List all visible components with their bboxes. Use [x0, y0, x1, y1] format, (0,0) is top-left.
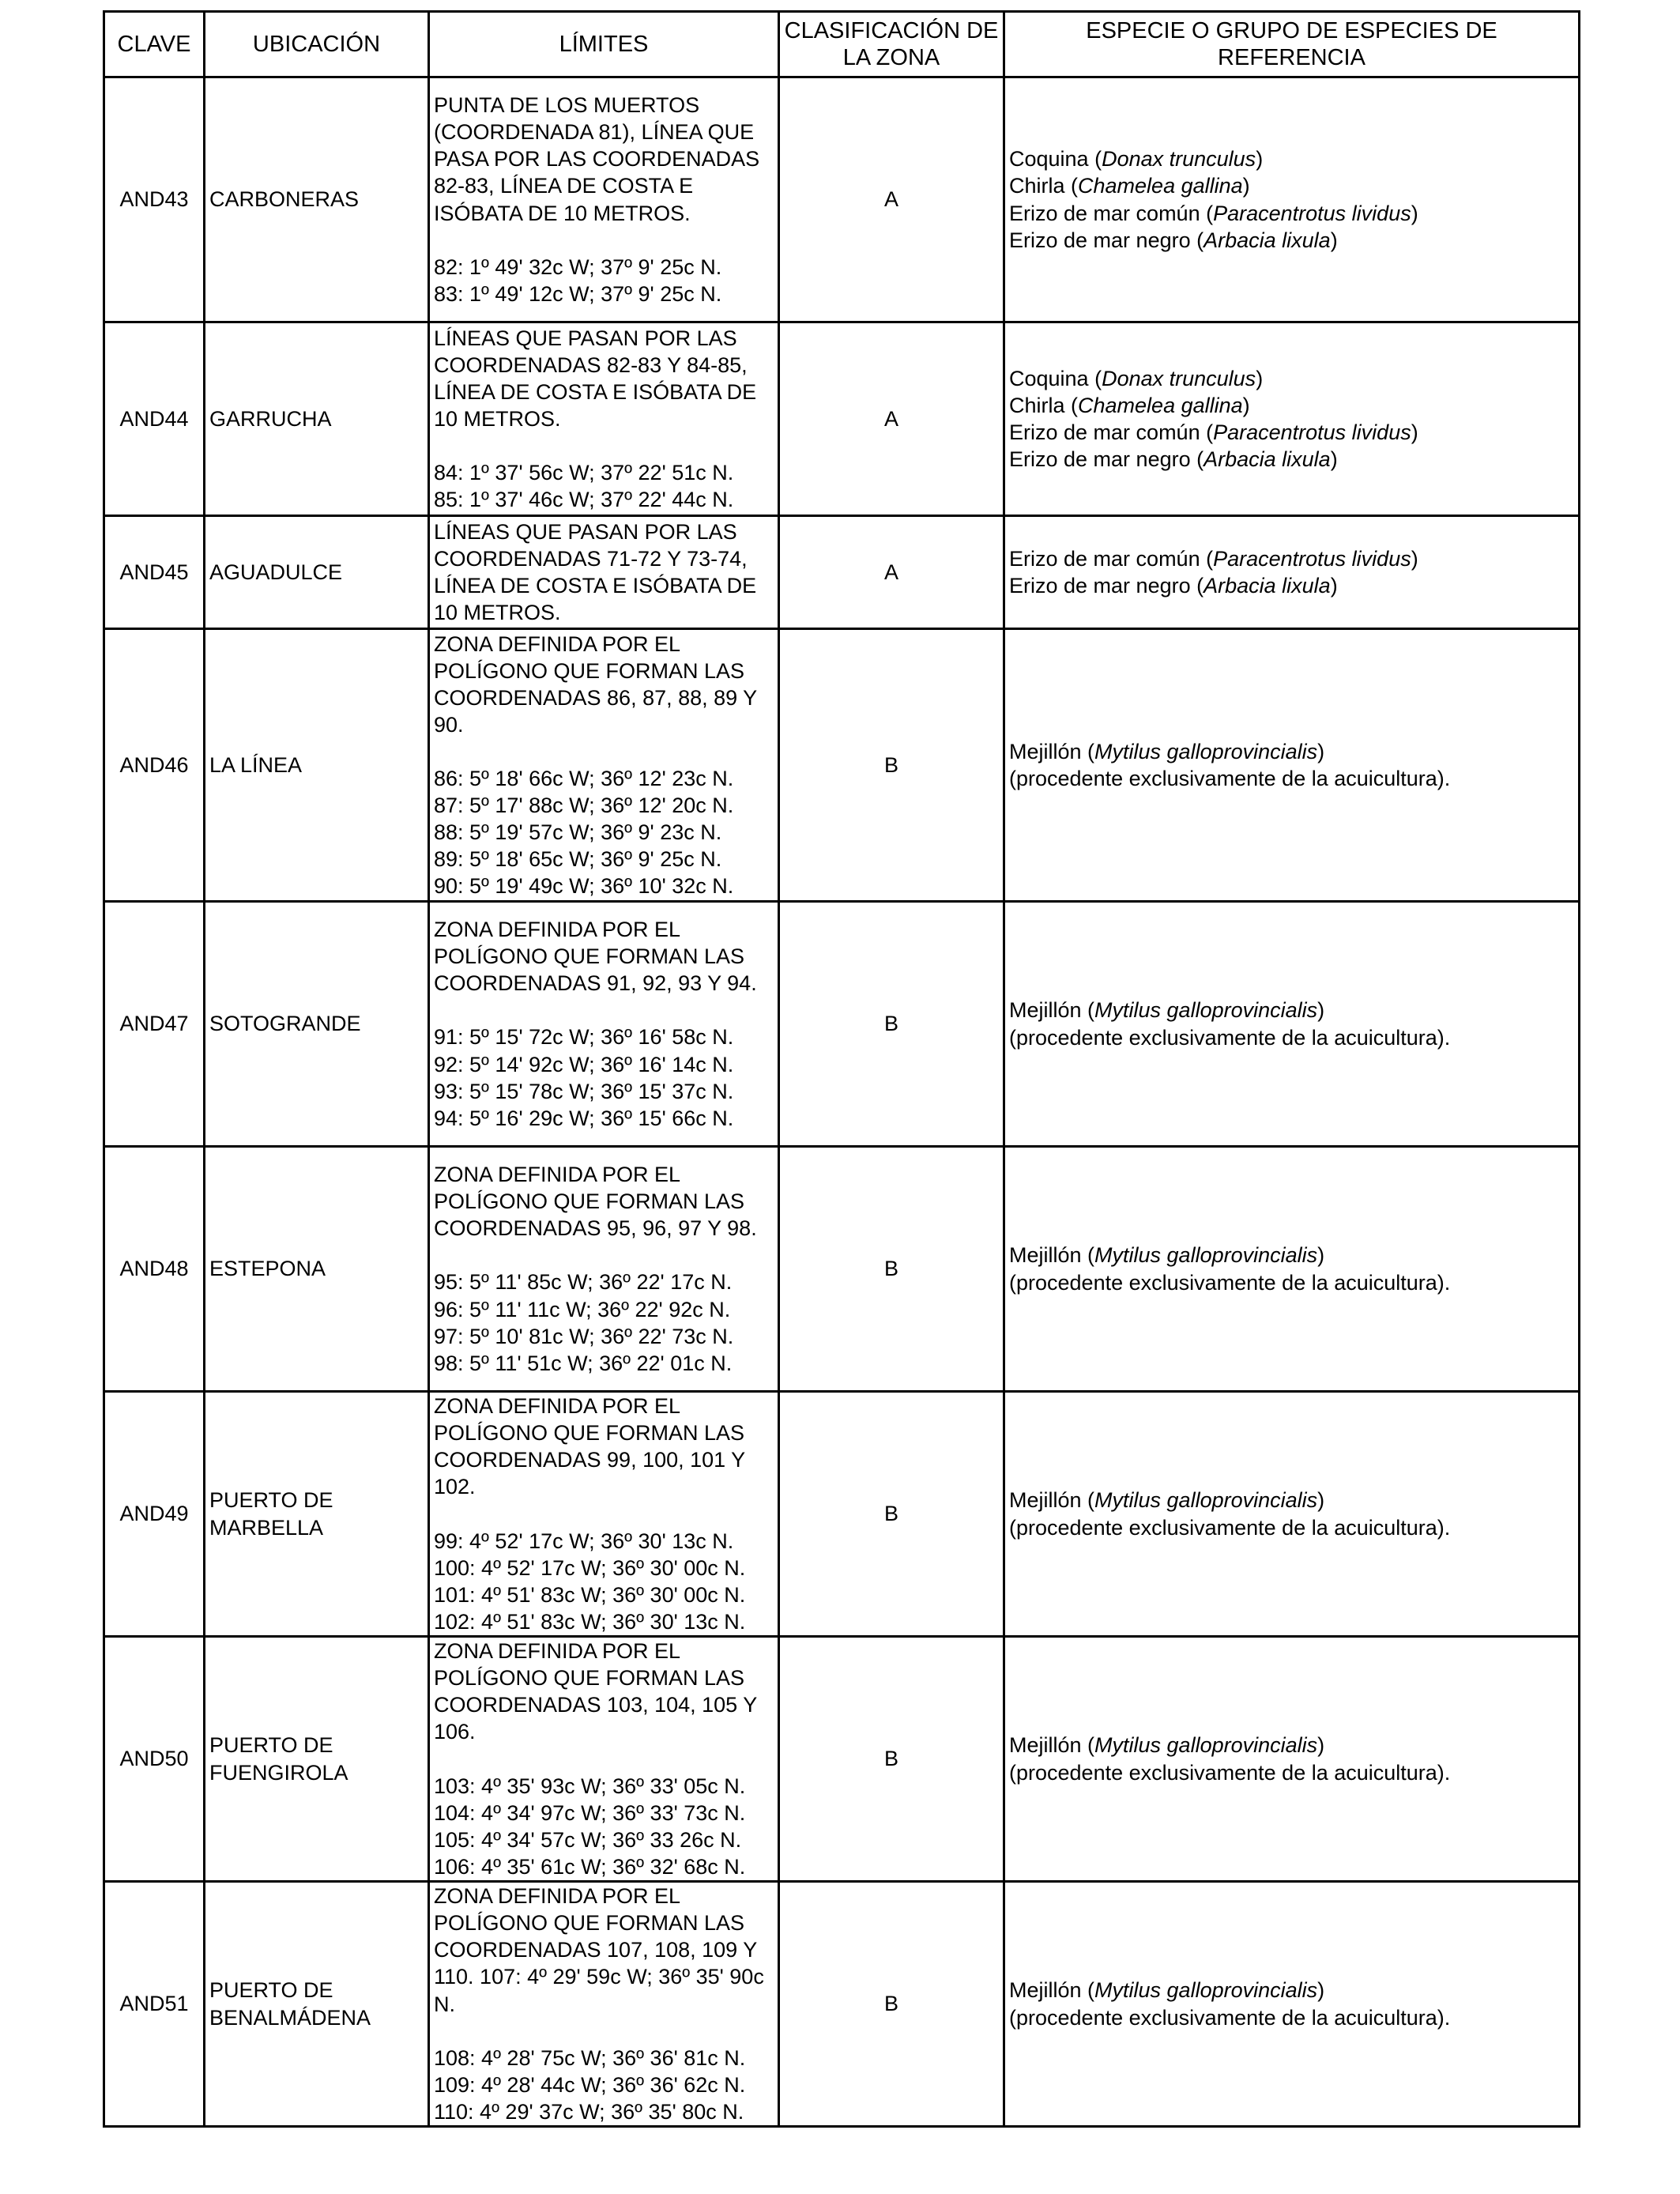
header-especie: ESPECIE O GRUPO DE ESPECIES DE REFERENCIA [1004, 12, 1580, 77]
table-row [104, 322, 1580, 516]
especies-cell [1004, 322, 1580, 516]
coordinate-line: 82: 1º 49' 32c W; 37º 9' 25c N. [434, 254, 722, 279]
species-line [1009, 365, 1574, 392]
header-limites: LÍMITES [429, 12, 779, 77]
limites-cell [429, 629, 779, 902]
limites-spacer [434, 1242, 774, 1269]
species-close-paren: ) [1411, 201, 1418, 225]
header-row [104, 12, 1580, 77]
coordinate-line: 99: 4º 52' 17c W; 36º 30' 13c N. [434, 1529, 734, 1553]
species-close-paren: ) [1256, 366, 1264, 390]
species-latin-name: Paracentrotus lividus [1213, 201, 1411, 225]
limites-cell [429, 516, 779, 629]
table-row [104, 1882, 1580, 2127]
coordinate-line: 92: 5º 14' 92c W; 36º 16' 14c N. [434, 1052, 734, 1076]
limites-text: ZONA DEFINIDA POR EL POLÍGONO QUE FORMAN LAS COORDENADAS 107, 108, 109 Y 110. 107: 4º 29' 59c W; 36º 35' 90c N. [434, 1884, 764, 2016]
species-common-name: Mejillón ( [1009, 739, 1095, 763]
coordinate-line: 108: 4º 28' 75c W; 36º 36' 81c N. [434, 2045, 746, 2070]
coordinate-line: 85: 1º 37' 46c W; 37º 22' 44c N. [434, 488, 734, 512]
coordinate-line: 91: 5º 15' 72c W; 36º 16' 58c N. [434, 1025, 734, 1050]
coordinate-line: 90: 5º 19' 49c W; 36º 10' 32c N. [434, 874, 734, 899]
species-common-name: Erizo de mar común ( [1009, 546, 1214, 571]
table-row [104, 516, 1580, 629]
species-close-paren: ) [1242, 174, 1250, 198]
coordinate-line: 110: 4º 29' 37c W; 36º 35' 80c N. [434, 2099, 744, 2124]
species-common-name: Mejillón ( [1009, 1243, 1095, 1268]
species-note: (procedente exclusivamente de la acuicultura). [1009, 767, 1451, 790]
limites-spacer [434, 2018, 774, 2045]
limites-cell [429, 322, 779, 516]
table-row [104, 1147, 1580, 1392]
clasificacion-cell: B [779, 1637, 1004, 1882]
species-latin-name: Donax trunculus [1102, 366, 1256, 390]
coordinate-line: 98: 5º 11' 51c W; 36º 22' 01c N. [434, 1351, 733, 1375]
species-latin-name: Chamelea gallina [1078, 174, 1243, 198]
limites-spacer [434, 432, 774, 459]
clave-cell: AND49 [104, 1392, 205, 1637]
coordinate-line: 87: 5º 17' 88c W; 36º 12' 20c N. [434, 794, 734, 817]
limites-spacer [434, 738, 774, 765]
species-common-name: Erizo de mar negro ( [1009, 228, 1204, 252]
species-common-name: Mejillón ( [1009, 998, 1095, 1023]
coordinate-line: 106: 4º 35' 61c W; 36º 32' 68c N. [434, 1854, 746, 1879]
ubicacion-cell: CARBONERAS [205, 77, 429, 322]
species-latin-name: Paracentrotus lividus [1213, 546, 1411, 571]
species-common-name: Coquina ( [1009, 147, 1102, 172]
especies-cell [1004, 1882, 1580, 2127]
clave-cell: AND43 [104, 77, 205, 322]
limites-cell [429, 1147, 779, 1392]
species-close-paren: ) [1317, 1243, 1325, 1268]
species-line [1009, 997, 1574, 1023]
coordinate-line: 83: 1º 49' 12c W; 37º 9' 25c N. [434, 281, 722, 306]
species-close-paren: ) [1330, 447, 1338, 472]
species-line [1009, 446, 1574, 473]
coordinate-line: 100: 4º 52' 17c W; 36º 30' 00c N. [434, 1555, 746, 1580]
species-latin-name: Mytilus galloprovincialis [1094, 1243, 1318, 1268]
species-common-name: Mejillón ( [1009, 1488, 1095, 1513]
coordinate-line: 105: 4º 34' 57c W; 36º 33 26c N. [434, 1827, 742, 1852]
especies-cell [1004, 516, 1580, 629]
coordinate-line: 103: 4º 35' 93c W; 36º 33' 05c N. [434, 1774, 746, 1798]
coordinate-line: 96: 5º 11' 11c W; 36º 22' 92c N. [434, 1297, 731, 1321]
species-close-paren: ) [1330, 228, 1338, 252]
especies-cell [1004, 1637, 1580, 1882]
table-row [104, 77, 1580, 322]
limites-cell [429, 1637, 779, 1882]
coordinate-line: 97: 5º 10' 81c W; 36º 22' 73c N. [434, 1324, 734, 1348]
clave-cell: AND48 [104, 1147, 205, 1392]
species-line [1009, 1732, 1574, 1759]
species-latin-name: Mytilus galloprovincialis [1094, 998, 1318, 1023]
ubicacion-cell: SOTOGRANDE [205, 902, 429, 1147]
table-row [104, 629, 1580, 902]
especies-cell [1004, 902, 1580, 1147]
species-line [1009, 545, 1574, 572]
species-latin-name: Arbacia lixula [1203, 447, 1331, 472]
species-note: (procedente exclusivamente de la acuicultura). [1009, 1760, 1451, 1785]
species-common-name: Chirla ( [1009, 393, 1079, 417]
ubicacion-cell: PUERTO DE FUENGIROLA [205, 1637, 429, 1882]
header-clasificacion: CLASIFICACIÓN DE LA ZONA [779, 12, 1004, 77]
header-ubicacion: UBICACIÓN [205, 12, 429, 77]
species-common-name: Coquina ( [1009, 366, 1102, 390]
species-latin-name: Mytilus galloprovincialis [1094, 1733, 1318, 1758]
species-line [1009, 1242, 1574, 1269]
table-header [104, 12, 1580, 77]
species-line [1009, 172, 1574, 199]
species-close-paren: ) [1317, 1488, 1325, 1513]
limites-cell [429, 1392, 779, 1637]
species-line [1009, 227, 1574, 254]
table-row [104, 1392, 1580, 1637]
species-note: (procedente exclusivamente de la acuicultura). [1009, 1025, 1451, 1050]
species-latin-name: Mytilus galloprovincialis [1094, 1488, 1318, 1513]
species-common-name: Erizo de mar negro ( [1009, 447, 1204, 472]
clasificacion-cell: B [779, 629, 1004, 902]
coordinate-line: 104: 4º 34' 97c W; 36º 33' 73c N. [434, 1800, 746, 1825]
species-line [1009, 392, 1574, 419]
species-line [1009, 572, 1574, 599]
coordinate-line: 102: 4º 51' 83c W; 36º 30' 13c N. [434, 1609, 746, 1634]
ubicacion-cell: GARRUCHA [205, 322, 429, 516]
species-common-name: Erizo de mar negro ( [1009, 574, 1204, 598]
limites-text: ZONA DEFINIDA POR EL POLÍGONO QUE FORMAN LAS COORDENADAS 91, 92, 93 Y 94. [434, 918, 757, 996]
species-line [1009, 145, 1574, 172]
coordinate-line: 95: 5º 11' 85c W; 36º 22' 17c N. [434, 1270, 733, 1295]
species-latin-name: Mytilus galloprovincialis [1094, 739, 1318, 763]
especies-cell [1004, 1392, 1580, 1637]
limites-text: PUNTA DE LOS MUERTOS (COORDENADA 81), LÍNEA QUE PASA POR LAS COORDENADAS 82-83, LÍNEA DE COSTA E ISÓBATA DE 10 METROS. [434, 93, 760, 225]
species-line [1009, 1977, 1574, 2004]
limites-text: LÍNEAS QUE PASAN POR LAS COORDENADAS 82-83 Y 84-85, LÍNEA DE COSTA E ISÓBATA DE 10 METROS. [434, 326, 757, 431]
clasificacion-cell: B [779, 1392, 1004, 1637]
clave-cell: AND46 [104, 629, 205, 902]
species-note: (procedente exclusivamente de la acuicultura). [1009, 1515, 1451, 1540]
species-line [1009, 738, 1574, 765]
limites-cell [429, 77, 779, 322]
species-close-paren: ) [1242, 393, 1250, 417]
clasificacion-cell: A [779, 322, 1004, 516]
header-clave: CLAVE [104, 12, 205, 77]
species-latin-name: Mytilus galloprovincialis [1094, 1978, 1318, 2003]
species-line [1009, 419, 1574, 446]
coordinate-line: 94: 5º 16' 29c W; 36º 15' 66c N. [434, 1106, 734, 1130]
table-row [104, 902, 1580, 1147]
clasificacion-cell: B [779, 1147, 1004, 1392]
clave-cell: AND47 [104, 902, 205, 1147]
table-body [104, 77, 1580, 2127]
limites-spacer [434, 1746, 774, 1773]
clasificacion-cell: A [779, 77, 1004, 322]
limites-cell [429, 1882, 779, 2127]
table-row [104, 1637, 1580, 1882]
coordinate-line: 109: 4º 28' 44c W; 36º 36' 62c N. [434, 2072, 746, 2097]
species-close-paren: ) [1317, 1978, 1325, 2003]
clave-cell: AND45 [104, 516, 205, 629]
limites-text: ZONA DEFINIDA POR EL POLÍGONO QUE FORMAN LAS COORDENADAS 99, 100, 101 Y 102. [434, 1394, 745, 1499]
species-common-name: Chirla ( [1009, 174, 1079, 198]
shellfish-zones-table [103, 10, 1580, 2128]
especies-cell [1004, 629, 1580, 902]
coordinate-line: 93: 5º 15' 78c W; 36º 15' 37c N. [434, 1079, 734, 1103]
clasificacion-cell: B [779, 1882, 1004, 2127]
species-latin-name: Donax trunculus [1102, 147, 1256, 172]
ubicacion-cell: PUERTO DE BENALMÁDENA [205, 1882, 429, 2127]
species-latin-name: Chamelea gallina [1078, 393, 1243, 417]
clasificacion-cell: A [779, 516, 1004, 629]
limites-text: ZONA DEFINIDA POR EL POLÍGONO QUE FORMAN LAS COORDENADAS 103, 104, 105 Y 106. [434, 1639, 757, 1744]
species-close-paren: ) [1330, 574, 1338, 598]
species-latin-name: Paracentrotus lividus [1213, 420, 1411, 444]
species-latin-name: Arbacia lixula [1203, 228, 1331, 252]
clave-cell: AND51 [104, 1882, 205, 2127]
coordinate-line: 88: 5º 19' 57c W; 36º 9' 23c N. [434, 820, 722, 845]
coordinate-line: 86: 5º 18' 66c W; 36º 12' 23c N. [434, 766, 734, 790]
coordinate-line: 84: 1º 37' 56c W; 37º 22' 51c N. [434, 461, 734, 485]
species-close-paren: ) [1411, 546, 1418, 571]
species-common-name: Erizo de mar común ( [1009, 201, 1214, 225]
species-common-name: Mejillón ( [1009, 1978, 1095, 2003]
species-close-paren: ) [1317, 1733, 1325, 1758]
limites-spacer [434, 1501, 774, 1528]
species-close-paren: ) [1317, 739, 1325, 763]
ubicacion-cell: LA LÍNEA [205, 629, 429, 902]
species-close-paren: ) [1317, 998, 1325, 1023]
species-common-name: Mejillón ( [1009, 1733, 1095, 1758]
species-line [1009, 200, 1574, 227]
limites-text: ZONA DEFINIDA POR EL POLÍGONO QUE FORMAN LAS COORDENADAS 86, 87, 88, 89 Y 90. [434, 631, 757, 737]
clasificacion-cell: B [779, 902, 1004, 1147]
species-common-name: Erizo de mar común ( [1009, 420, 1214, 444]
limites-spacer [434, 997, 774, 1023]
limites-text: ZONA DEFINIDA POR EL POLÍGONO QUE FORMAN LAS COORDENADAS 95, 96, 97 Y 98. [434, 1163, 757, 1241]
species-latin-name: Arbacia lixula [1203, 574, 1331, 598]
limites-spacer [434, 227, 774, 254]
ubicacion-cell: ESTEPONA [205, 1147, 429, 1392]
clave-cell: AND50 [104, 1637, 205, 1882]
ubicacion-cell: AGUADULCE [205, 516, 429, 629]
limites-cell [429, 902, 779, 1147]
species-line [1009, 1487, 1574, 1514]
coordinate-line: 89: 5º 18' 65c W; 36º 9' 25c N. [434, 847, 722, 872]
species-close-paren: ) [1256, 147, 1264, 172]
especies-cell [1004, 1147, 1580, 1392]
limites-text: LÍNEAS QUE PASAN POR LAS COORDENADAS 71-72 Y 73-74, LÍNEA DE COSTA E ISÓBATA DE 10 METROS. [434, 519, 757, 625]
ubicacion-cell: PUERTO DE MARBELLA [205, 1392, 429, 1637]
species-note: (procedente exclusivamente de la acuicultura). [1009, 1270, 1451, 1295]
species-close-paren: ) [1411, 420, 1418, 444]
coordinate-line: 101: 4º 51' 83c W; 36º 30' 00c N. [434, 1582, 746, 1607]
especies-cell [1004, 77, 1580, 322]
clave-cell: AND44 [104, 322, 205, 516]
species-note: (procedente exclusivamente de la acuicultura). [1009, 2005, 1451, 2030]
